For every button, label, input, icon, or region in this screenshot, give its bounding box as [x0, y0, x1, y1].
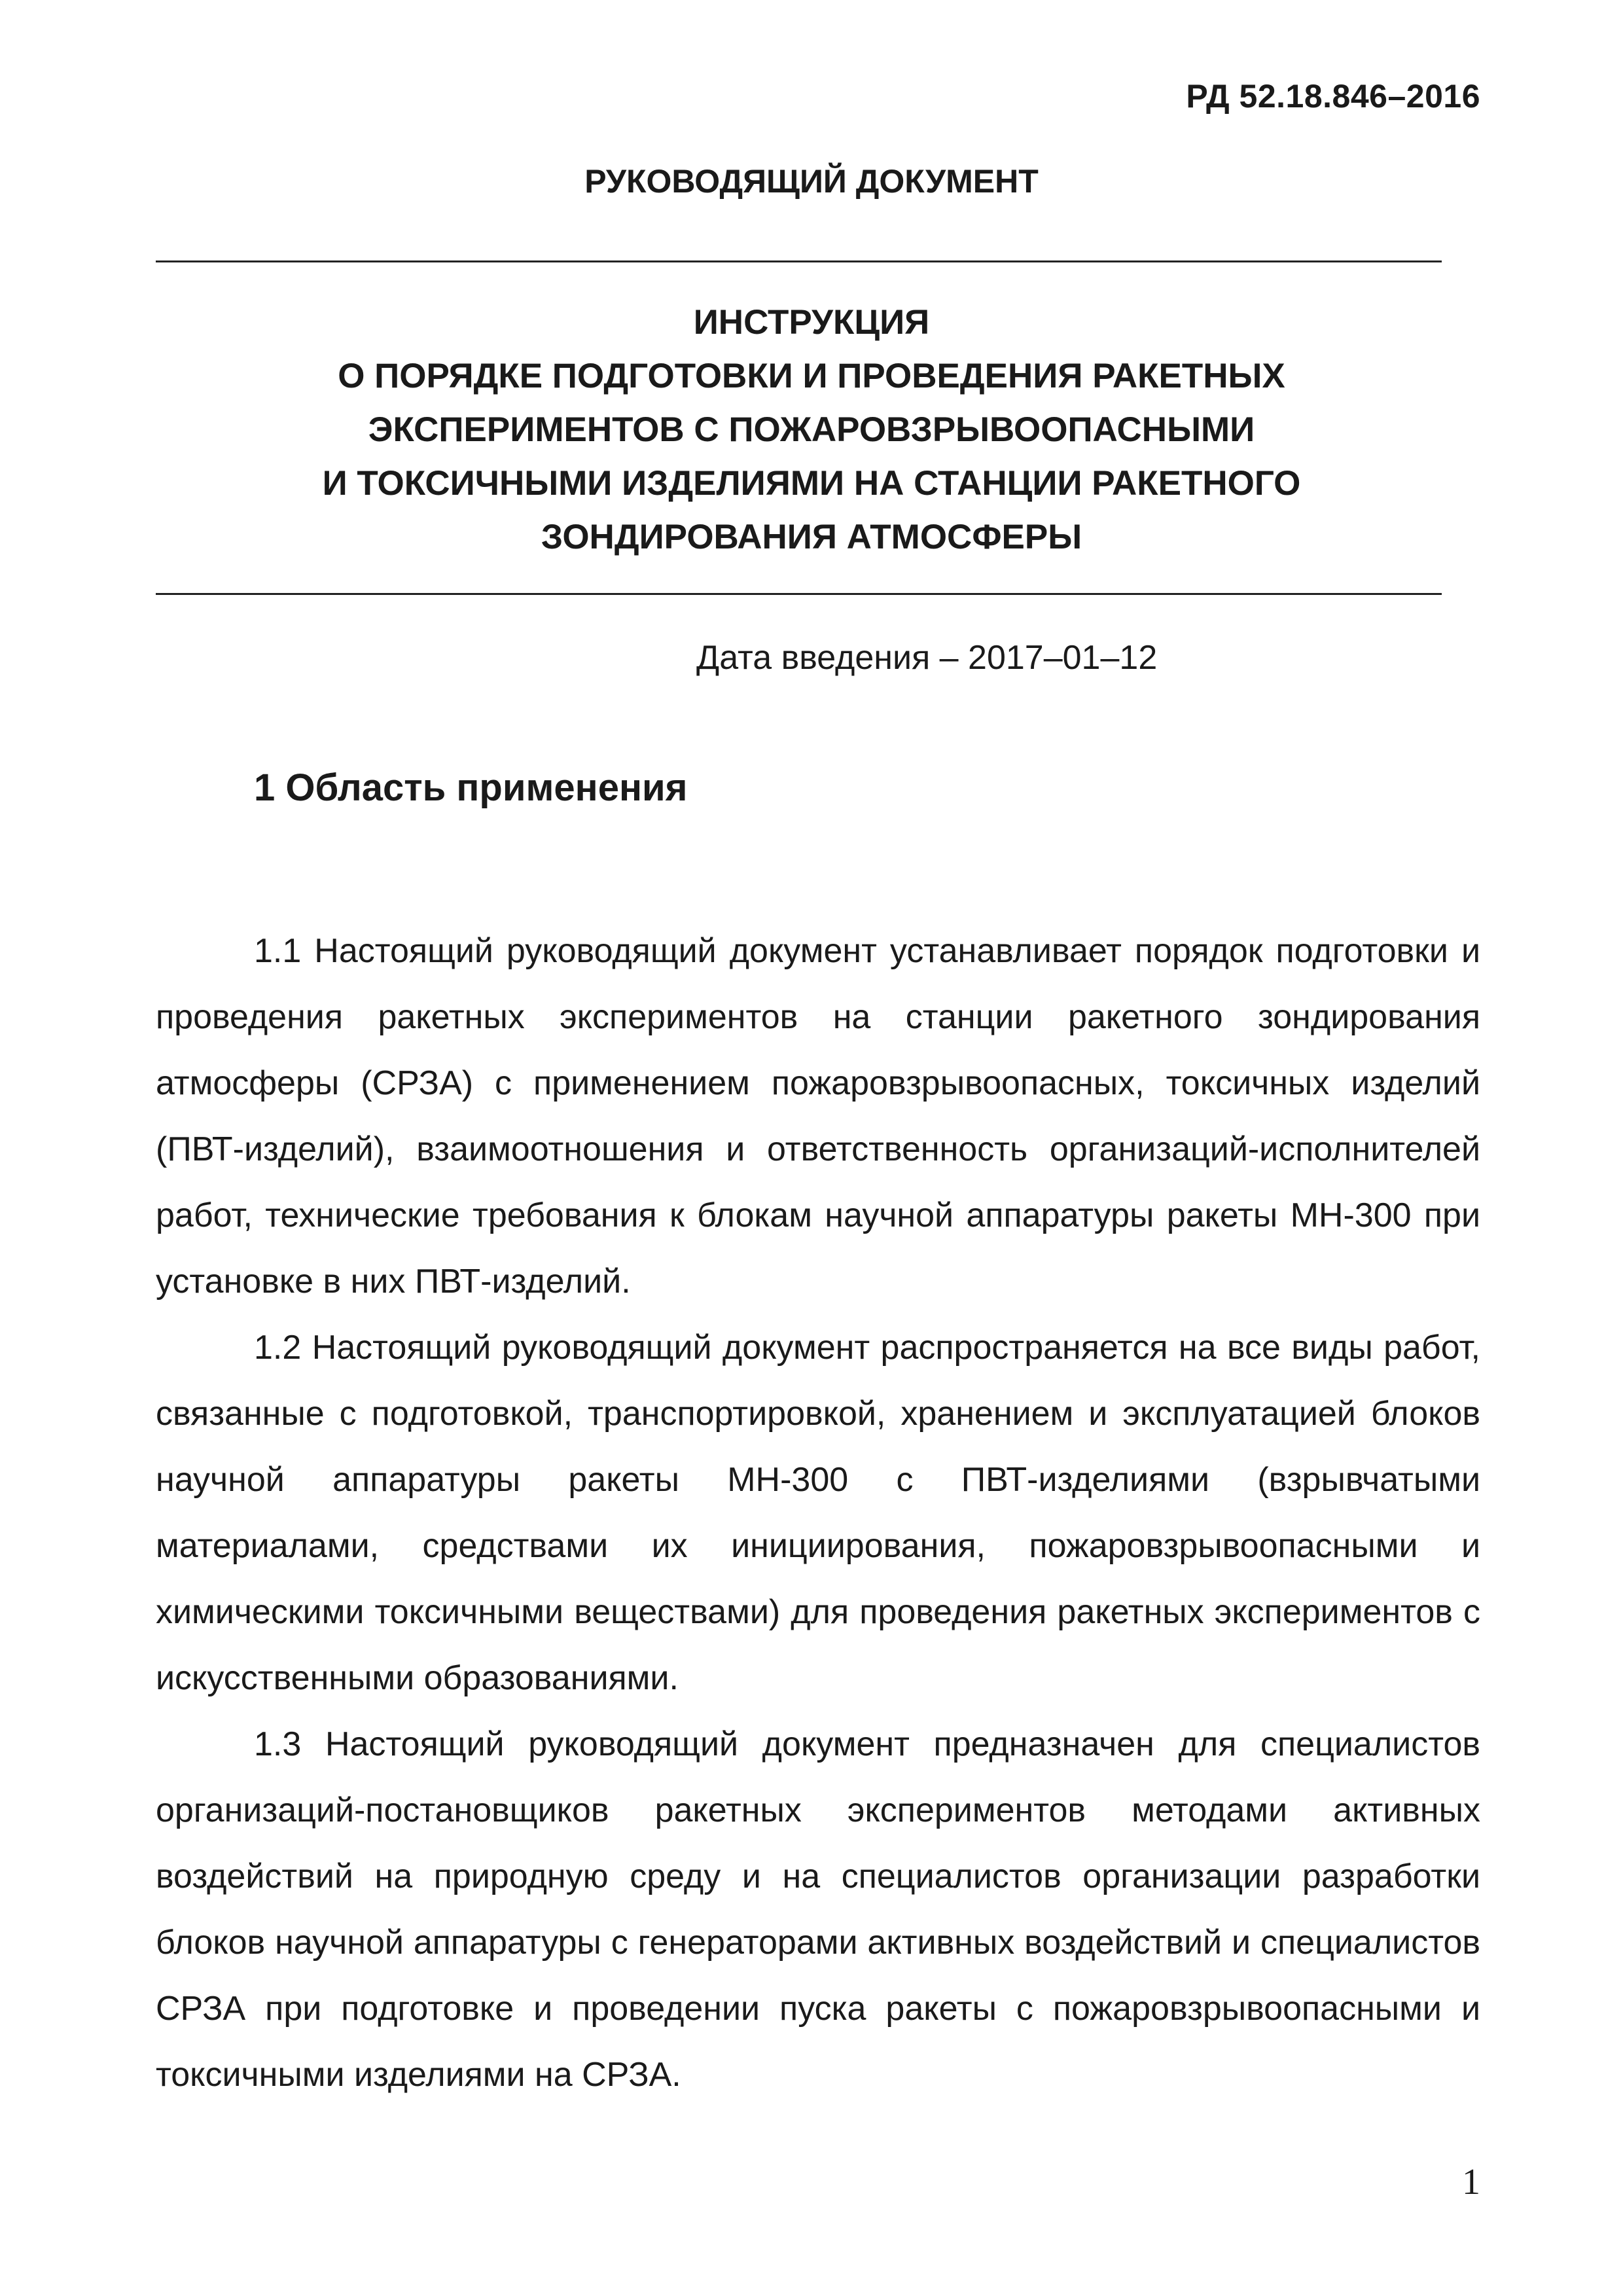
introduction-date: Дата введения – 2017–01–12: [696, 639, 1158, 677]
section-body: [156, 918, 1480, 2108]
page-number: 1: [1462, 2162, 1480, 2202]
document-title: [0, 296, 1623, 564]
title-line: И ТОКСИЧНЫМИ ИЗДЕЛИЯМИ НА СТАНЦИИ РАКЕТНОГО: [322, 464, 1301, 503]
paragraph-1-3: 1.3 Настоящий руководящий документ предназначен для специалистов организаций-постановщиков ракетных экспериментов методами активных воздействий на природную среду и на специалистов организации разработки блоков научной аппаратуры с генераторами активных воздействий и специалистов СРЗА при подготовке и проведении пуска ракеты с пожаровзрывоопасными и токсичными изделиями на СРЗА.: [156, 1725, 1480, 2094]
title-line: ЗОНДИРОВАНИЯ АТМОСФЕРЫ: [541, 518, 1082, 556]
bottom-divider: [156, 593, 1442, 595]
title-line: ИНСТРУКЦИЯ: [693, 303, 930, 342]
title-line: О ПОРЯДКЕ ПОДГОТОВКИ И ПРОВЕДЕНИЯ РАКЕТНЫХ: [338, 357, 1285, 395]
paragraph-1-2: 1.2 Настоящий руководящий документ распространяется на все виды работ, связанные с подготовкой, транспортировкой, хранением и эксплуатацией блоков научной аппаратуры ракеты МН-300 с ПВТ-изделиями (взрывчатыми материалами, средствами их инициирования, пожаровзрывоопасными и химическими токсичными веществами) для проведения ракетных экспериментов с искусственными образованиями.: [156, 1329, 1480, 1697]
paragraph-1-1: 1.1 Настоящий руководящий документ устанавливает порядок подготовки и проведения ракетных экспериментов на станции ракетного зондирования атмосферы (СРЗА) с применением пожаровзрывоопасных, токсичных изделий (ПВТ-изделий), взаимоотношения и ответственность организаций-исполнителей работ, технические требования к блокам научной аппаратуры ракеты МН-300 при установке в них ПВТ-изделий.: [156, 932, 1480, 1300]
document-type-heading: РУКОВОДЯЩИЙ ДОКУМЕНТ: [584, 163, 1039, 200]
top-divider: [156, 260, 1442, 262]
title-line: ЭКСПЕРИМЕНТОВ С ПОЖАРОВЗРЫВООПАСНЫМИ: [368, 410, 1255, 449]
document-code: РД 52.18.846–2016: [1186, 78, 1480, 115]
section-heading: 1 Область применения: [254, 766, 688, 809]
